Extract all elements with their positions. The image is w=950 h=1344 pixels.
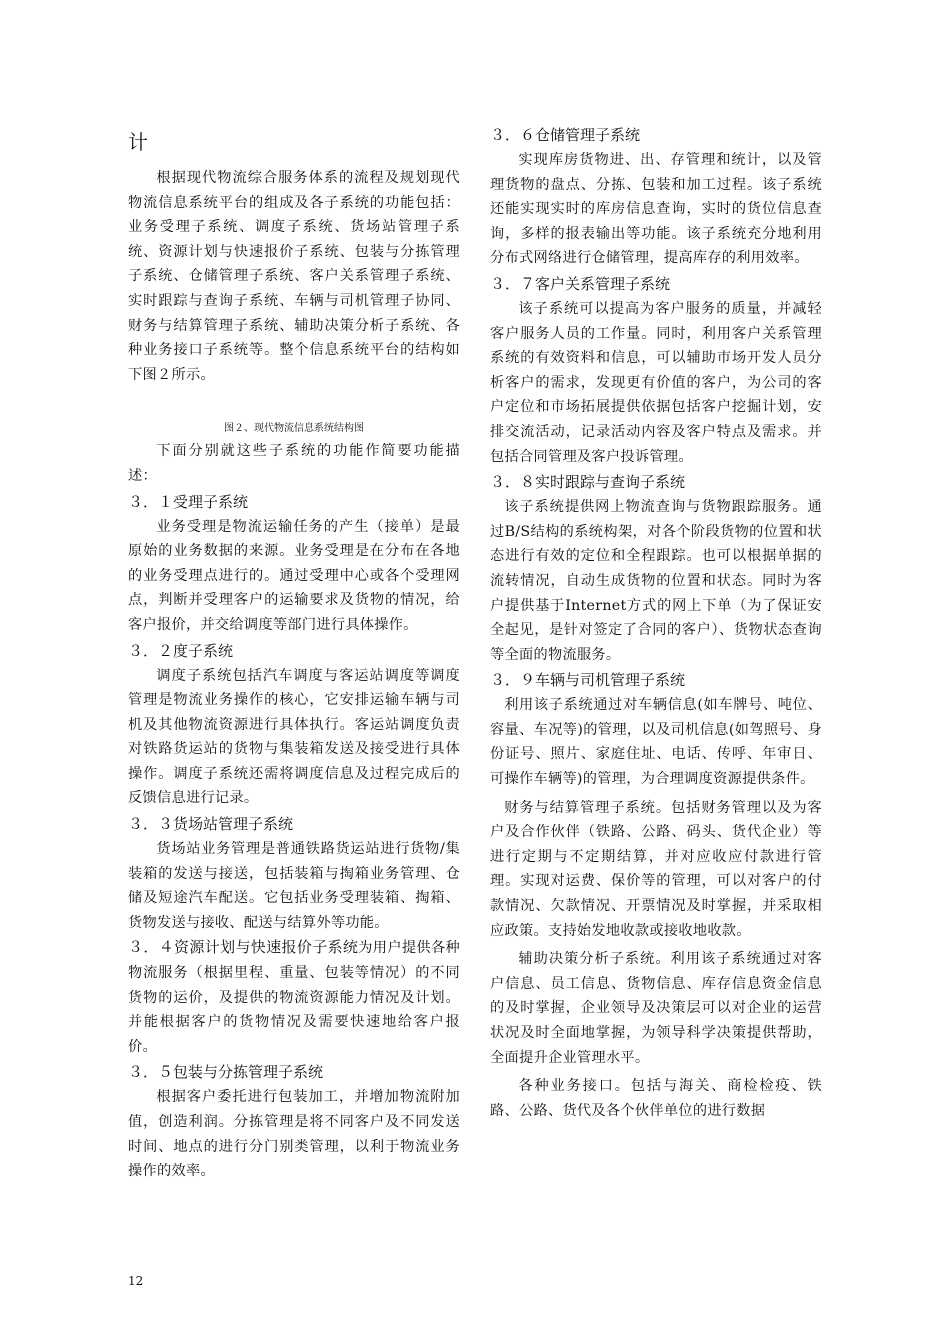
right-column: [490, 122, 822, 1123]
heading-3-7: ３．７客户关系管理子系统: [490, 274, 671, 293]
heading-3-4: ３．４资源计划与快速报价子系统: [128, 938, 359, 957]
heading-3-9: ３．９车辆与司机管理子系统: [490, 671, 686, 690]
section-title-fragment: 计: [128, 130, 148, 154]
paragraph-3-5: 根据客户委托进行包装加工，并增加物流附加值，创造利润。分拣管理是将不同客户及不同发送时间、地点的进行分门别类管理，以利于物流业务操作的效率。: [128, 1089, 460, 1180]
paragraph-3-6: 实现库房货物进、出、存管理和统计，以及管理货物的盘点、分拣、包装和加工过程。该子系统还能实现实时的库房信息查询，实时的货位信息查询，多样的报表输出等功能。该子系统充分地利用分布式网络进行仓储管理，提高库存的利用效率。: [490, 152, 822, 267]
heading-3-3: ３．３货场站管理子系统: [128, 815, 294, 834]
paragraph-3-4-text: 为用户提供各种物流服务（根据里程、重量、包装等情况）的不同货物的运价，及提供的物流资源能力情况及计划。并能根据客户的货物情况及需要快速地给客户报价。: [128, 940, 460, 1055]
page-number: 12: [128, 1274, 144, 1288]
left-column: [128, 122, 460, 1184]
paragraph-finance: 财务与结算管理子系统。包括财务管理以及为客户及合作伙伴（铁路、公路、码头、货代企业）等进行定期与不定期结算，并对应收应付款进行管理。实现对运费、保价等的管理，可以对客户的付款情况、欠款情况、开票情况及时掌握，并采取相应政策。支持始发地收款或接收地收款。: [490, 799, 822, 939]
paragraph-3-4: [128, 935, 460, 1059]
figure-caption: 图２、现代物流信息系统结构图: [224, 423, 364, 435]
heading-3-1: ３．１受理子系统: [128, 492, 249, 511]
lead-paragraph: 下面分别就这些子系统的功能作简要功能描述：: [128, 443, 460, 484]
intro-paragraph: 根据现代物流综合服务体系的流程及规划现代物流信息系统平台的组成及各子系统的功能包括：业务受理子系统、调度子系统、货场站管理子系统、资源计划与快速报价子系统、包装与分拣管理子系统、仓储管理子系统、客户关系管理子系统、实时跟踪与查询子系统、车辆与司机管理子协同、财务与结算管理子系统、辅助决策分析子系统、各种业务接口子系统等。整个信息系统平台的结构如下图２所示。: [128, 170, 460, 383]
heading-3-5: ３．５包装与分拣管理子系统: [128, 1063, 324, 1082]
paragraph-3-2: 调度子系统包括汽车调度与客运站调度等调度管理是物流业务操作的核心，它安排运输车辆与司机及其他物流资源进行具体执行。客运站调度负责对铁路货运站的货物与集装箱发送及接受进行具体操作。调度子系统还需将调度信息及过程完成后的反馈信息进行记录。: [128, 667, 460, 807]
paragraph-3-8: 该子系统提供网上物流查询与货物跟踪服务。通过B/S结构的系统构架，对各个阶段货物的位置和状态进行有效的定位和全程跟踪。也可以根据单据的流转情况，自动生成货物的位置和状态。同时为客户提供基于Internet方式的网上下单（为了保证安全起见，是针对签定了合同的客户）、货物状态查询等全面的物流服务。: [490, 499, 822, 663]
paragraph-decision: 辅助决策分析子系统。利用该子系统通过对客户信息、员工信息、货物信息、库存信息资金信息的及时掌握，企业领导及决策层可以对企业的运营状况及时全面地掌握，为领导科学决策提供帮助，全面提升企业管理水平。: [490, 951, 822, 1066]
heading-3-2: ３．２度子系统: [128, 641, 234, 660]
paragraph-3-3: 货场站业务管理是普通铁路货运站进行货物/集装箱的发送与接送，包括装箱与掏箱业务管理、仓储及短途汽车配送。它包括业务受理装箱、掏箱、货物发送与接收、配送与结算外等功能。: [128, 841, 460, 931]
heading-3-6: ３．６仓储管理子系统: [490, 126, 641, 144]
paragraph-interface: 各种业务接口。包括与海关、商检检疫、铁路、公路、货代及各个伙伴单位的进行数据: [490, 1078, 822, 1119]
paragraph-3-1: 业务受理是物流运输任务的产生（接单）是最原始的业务数据的来源。业务受理是在分布在各地的业务受理点进行的。通过受理中心或各个受理网点，判断并受理客户的运输要求及货物的情况，给客户报价，并交给调度等部门进行具体操作。: [128, 518, 460, 633]
paragraph-3-9: 利用该子系统通过对车辆信息(如车牌号、吨位、容量、车况等)的管理，以及司机信息(如驾照号、身份证号、照片、家庭住址、电话、传呼、年审日、可操作车辆等)的管理，为合理调度资源提供条件。: [490, 697, 822, 788]
heading-3-8: ３．８实时跟踪与查询子系统: [490, 473, 686, 492]
paragraph-3-7: 该子系统可以提高为客户服务的质量，并减轻客户服务人员的工作量。同时，利用客户关系管理系统的有效资料和信息，可以辅助市场开发人员分析客户的需求，发现更有价值的客户，为公司的客户定位和市场拓展提供依据包括客户挖掘计划，安排交流活动，记录活动内容及客户特点及需求。并包括合同管理及客户投诉管理。: [490, 300, 822, 465]
